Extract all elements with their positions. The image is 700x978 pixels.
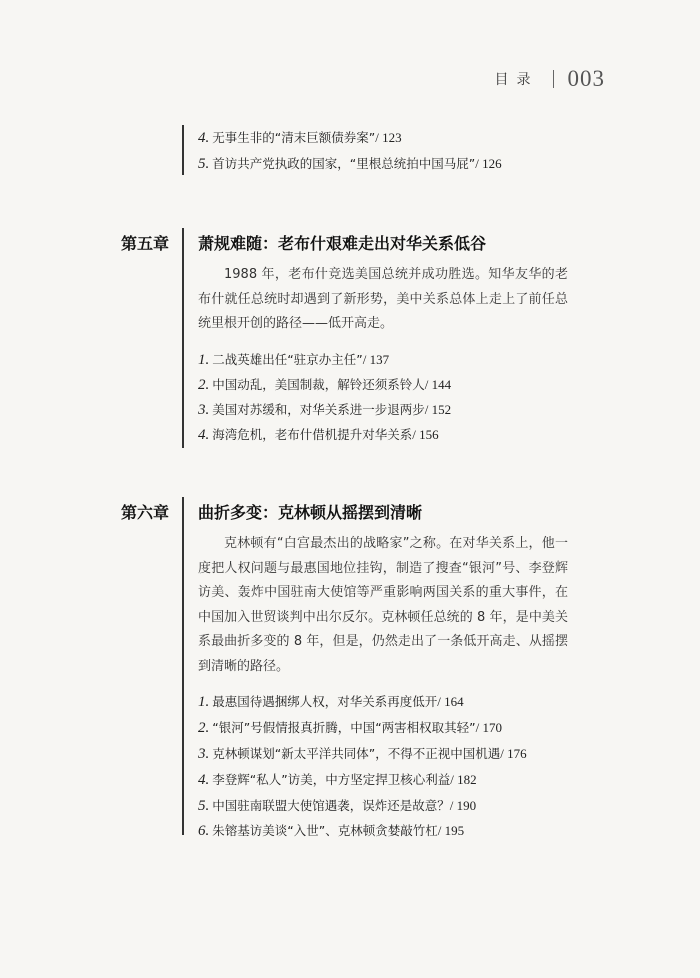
entry-page: / 156 — [412, 427, 439, 442]
toc-entry[interactable] — [198, 718, 502, 737]
chapter-summary: 1988 年，老布什竞选美国总统并成功胜选。知华友华的老布什就任总统时却遇到了新形势，美中关系总体上走上了前任总统里根开创的路径——低开高走。 — [198, 267, 568, 331]
toc-entry[interactable] — [198, 744, 527, 763]
entry-number: 2. — [198, 377, 210, 393]
entry-page: / 182 — [450, 772, 477, 787]
entry-title: “银河”号假情报真折腾，中国“两害相权取其轻” — [212, 720, 476, 735]
toc-entry[interactable] — [198, 821, 464, 840]
toc-entry[interactable] — [198, 692, 464, 711]
entry-number: 1. — [198, 352, 210, 368]
toc-entry[interactable] — [198, 770, 477, 789]
entry-title: 朱镕基访美谈“入世”、克林顿贪婪敲竹杠 — [212, 823, 438, 838]
entry-title: 首访共产党执政的国家，“里根总统拍中国马屁” — [212, 156, 476, 171]
entry-title: 克林顿谋划“新太平洋共同体”，不得不正视中国机遇 — [212, 746, 501, 761]
entry-number: 5. — [198, 798, 210, 814]
chapter-label: 第六章 — [121, 503, 170, 522]
toc-rule-chapter6 — [182, 497, 184, 835]
chapter-title[interactable]: 萧规难随：老布什艰难走出对华关系低谷 — [198, 234, 487, 253]
entry-title: 最惠国待遇捆绑人权，对华关系再度低开 — [212, 694, 438, 709]
entry-page: / 195 — [437, 823, 465, 838]
entry-page: / 190 — [449, 798, 477, 813]
header-divider — [553, 70, 554, 88]
chapter-title[interactable]: 曲折多变：克林顿从摇摆到清晰 — [198, 503, 423, 522]
running-header — [495, 66, 606, 92]
entry-title: 二战英雄出任“驻京办主任” — [212, 352, 363, 367]
entry-number: 3. — [198, 402, 210, 418]
toc-rule-chapter5 — [182, 228, 184, 448]
chapter-label: 第五章 — [121, 234, 170, 253]
entry-page: / 137 — [362, 352, 390, 367]
entry-title: 中国驻南联盟大使馆遇袭，误炸还是故意？ — [212, 798, 450, 813]
entry-page: / 170 — [475, 720, 503, 735]
entry-title: 中国动乱，美国制裁，解铃还须系铃人 — [212, 377, 425, 392]
toc-rule-top — [182, 125, 184, 175]
toc-entry[interactable] — [198, 375, 451, 394]
entry-title: 李登辉“私人”访美，中方坚定捍卫核心利益 — [212, 772, 451, 787]
toc-entry[interactable] — [198, 400, 451, 419]
entry-title: 海湾危机，老布什借机提升对华关系 — [212, 427, 413, 442]
page-number: 003 — [567, 66, 605, 91]
entry-number: 3. — [198, 746, 210, 762]
toc-entry[interactable] — [198, 128, 402, 147]
entry-page: / 123 — [375, 130, 402, 145]
entry-number: 5. — [198, 156, 210, 172]
toc-entry[interactable] — [198, 350, 389, 369]
toc-entry[interactable] — [198, 425, 439, 444]
entry-number: 4. — [198, 772, 210, 788]
entry-number: 1. — [198, 694, 210, 710]
entry-number: 6. — [198, 823, 210, 839]
entry-number: 4. — [198, 130, 210, 146]
entry-page: / 176 — [500, 746, 527, 761]
chapter-summary: 克林顿有“白宫最杰出的战略家”之称。在对华关系上，他一度把人权问题与最惠国地位挂钩，制造了搜查“银河”号、李登辉访美、轰炸中国驻南大使馆等严重影响两国关系的重大事件，在中国加入世贸谈判中出尔反尔。克林顿任总统的 8 年，是中美关系最曲折多变的 8 年，但是，仍然走出了一条低开高走、从摇摆到清晰的路径。 — [198, 536, 568, 674]
entry-number: 2. — [198, 720, 210, 736]
entry-title: 美国对苏缓和，对华关系进一步退两步 — [212, 402, 425, 417]
entry-page: / 164 — [437, 694, 464, 709]
entry-page: / 144 — [424, 377, 452, 392]
entry-number: 4. — [198, 427, 210, 443]
entry-title: 无事生非的“清末巨额债券案” — [212, 130, 376, 145]
toc-entry[interactable] — [198, 154, 502, 173]
entry-page: / 126 — [475, 156, 502, 171]
toc-entry[interactable] — [198, 796, 476, 815]
section-title: 目录 — [494, 72, 539, 88]
entry-page: / 152 — [424, 402, 452, 417]
